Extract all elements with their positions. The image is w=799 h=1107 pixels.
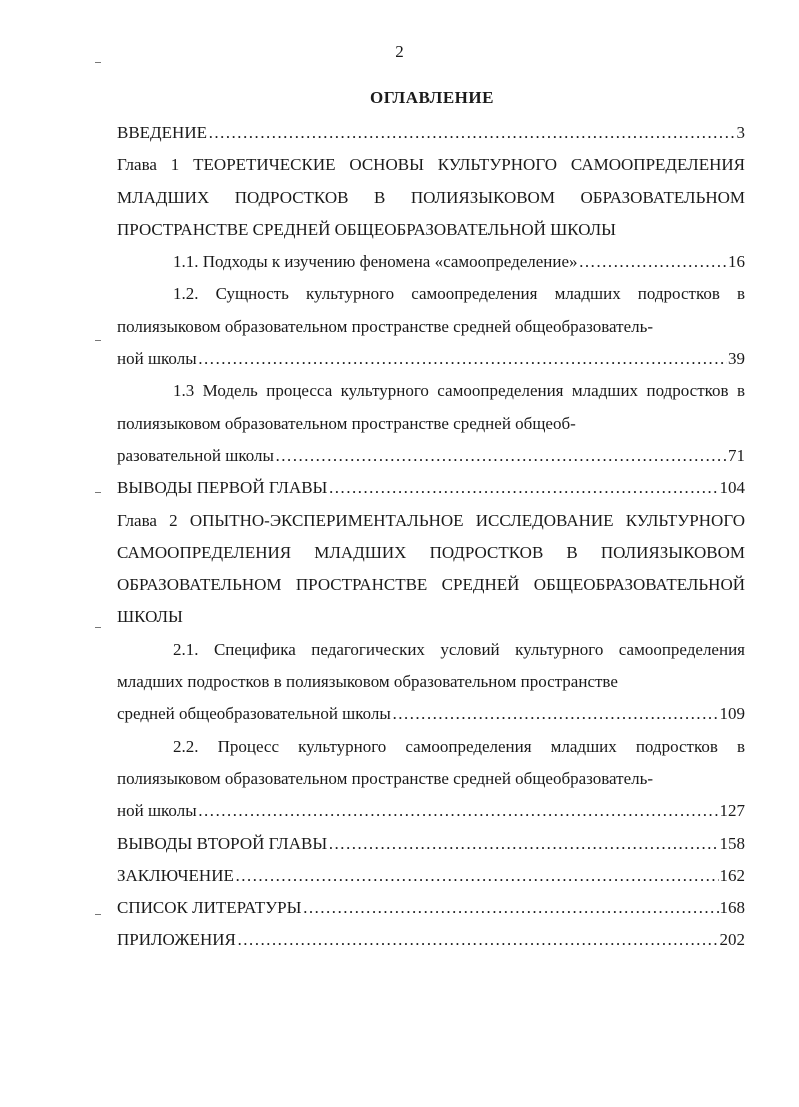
- toc-entry-label: СПИСОК ЛИТЕРАТУРЫ: [117, 898, 302, 918]
- toc-page-number: 104: [719, 478, 745, 498]
- toc-entry-chapter-1-conclusions: [117, 472, 745, 504]
- toc-entry-1-3-text: 1.3 Модель процесса культурного самоопределения младших подростков в полиязыковом образовательном пространстве средней общеоб-: [117, 381, 745, 433]
- dot-leader: [328, 472, 718, 504]
- dot-leader: [328, 828, 718, 860]
- toc-entry-appendices: [117, 924, 745, 956]
- toc-entry-label: ВЫВОДЫ ВТОРОЙ ГЛАВЫ: [117, 833, 328, 853]
- dot-leader: [208, 117, 736, 149]
- toc-entry-2-1: [117, 698, 745, 730]
- toc-page-number: 162: [719, 865, 745, 885]
- page-number: 2: [395, 42, 404, 61]
- scan-mark: [95, 492, 101, 493]
- scan-mark: [95, 340, 101, 341]
- table-of-contents: [117, 117, 745, 957]
- toc-entry-intro: [117, 117, 745, 149]
- toc-entry-1-2-text: 1.2. Сущность культурного самоопределения младших подростков в полиязыковом образовательном пространстве средней общеобразователь-: [117, 284, 745, 336]
- toc-entry-conclusion: [117, 860, 745, 892]
- toc-entry-label: ПРИЛОЖЕНИЯ: [117, 930, 236, 950]
- toc-entry-label: ной школы: [117, 349, 197, 369]
- dot-leader: [302, 892, 718, 924]
- toc-page-number: 158: [719, 833, 745, 853]
- toc-entry-label: разовательной школы: [117, 445, 274, 465]
- scan-mark: [95, 914, 101, 915]
- toc-entry-2-1-text: 2.1. Специфика педагогических условий культурного самоопределения младших подростков в полиязыковом образовательном пространстве: [117, 639, 745, 692]
- toc-entry-label: ной школы: [117, 801, 197, 821]
- scan-mark: [95, 627, 101, 628]
- toc-entry-label: ЗАКЛЮЧЕНИЕ: [117, 865, 234, 885]
- scan-mark: [95, 62, 101, 63]
- toc-entry-1-2: [117, 343, 745, 375]
- toc-entry-label: средней общеобразовательной школы: [117, 704, 391, 724]
- toc-entry-chapter-2-conclusions: [117, 828, 745, 860]
- toc-page-number: 16: [728, 252, 745, 272]
- toc-entry-2-2-text: 2.2. Процесс культурного самоопределения младших подростков в полиязыковом образовательном пространстве средней общеобразователь-: [117, 736, 745, 788]
- toc-entry-1-1: [117, 246, 745, 278]
- toc-page-number: 39: [728, 349, 745, 369]
- dot-leader: [198, 343, 727, 375]
- dot-leader: [237, 924, 719, 956]
- chapter-1-heading: Глава 1 ТЕОРЕТИЧЕСКИЕ ОСНОВЫ КУЛЬТУРНОГО САМООПРЕДЕЛЕНИЯ МЛАДШИХ ПОДРОСТКОВ В ПОЛИЯЗЫКОВОМ ОБРАЗОВАТЕЛЬНОМ ПРОСТРАНСТВЕ СРЕДНЕЙ ОБЩЕОБРАЗОВАТЕЛЬНОЙ ШКОЛЫ: [117, 155, 745, 239]
- toc-page-number: 127: [719, 801, 745, 821]
- dot-leader: [579, 246, 727, 278]
- toc-page-number: 202: [719, 930, 745, 950]
- toc-entry-label: 1.1. Подходы к изучению феномена «самоопределение»: [173, 252, 578, 272]
- dot-leader: [235, 860, 719, 892]
- toc-entry-2-2: [117, 795, 745, 827]
- page-title: ОГЛАВЛЕНИЕ: [370, 88, 494, 107]
- toc-page-number: 168: [719, 898, 745, 918]
- dot-leader: [392, 698, 719, 730]
- dot-leader: [275, 440, 727, 472]
- toc-page-number: 71: [728, 445, 745, 465]
- toc-entry-1-3: [117, 440, 745, 472]
- dot-leader: [198, 795, 719, 827]
- toc-page-number: 3: [736, 123, 745, 142]
- toc-page-number: 109: [719, 704, 745, 724]
- chapter-2-heading: Глава 2 ОПЫТНО-ЭКСПЕРИМЕНТАЛЬНОЕ ИССЛЕДОВАНИЕ КУЛЬТУРНОГО САМООПРЕДЕЛЕНИЯ МЛАДШИХ ПОДРОСТКОВ В ПОЛИЯЗЫКОВОМ ОБРАЗОВАТЕЛЬНОМ ПРОСТРАНСТВЕ СРЕДНЕЙ ОБЩЕОБРАЗОВАТЕЛЬНОЙ ШКОЛЫ: [117, 510, 745, 627]
- toc-entry-references: [117, 892, 745, 924]
- toc-entry-label: ВЫВОДЫ ПЕРВОЙ ГЛАВЫ: [117, 478, 328, 498]
- toc-entry-label: ВВЕДЕНИЕ: [117, 123, 207, 142]
